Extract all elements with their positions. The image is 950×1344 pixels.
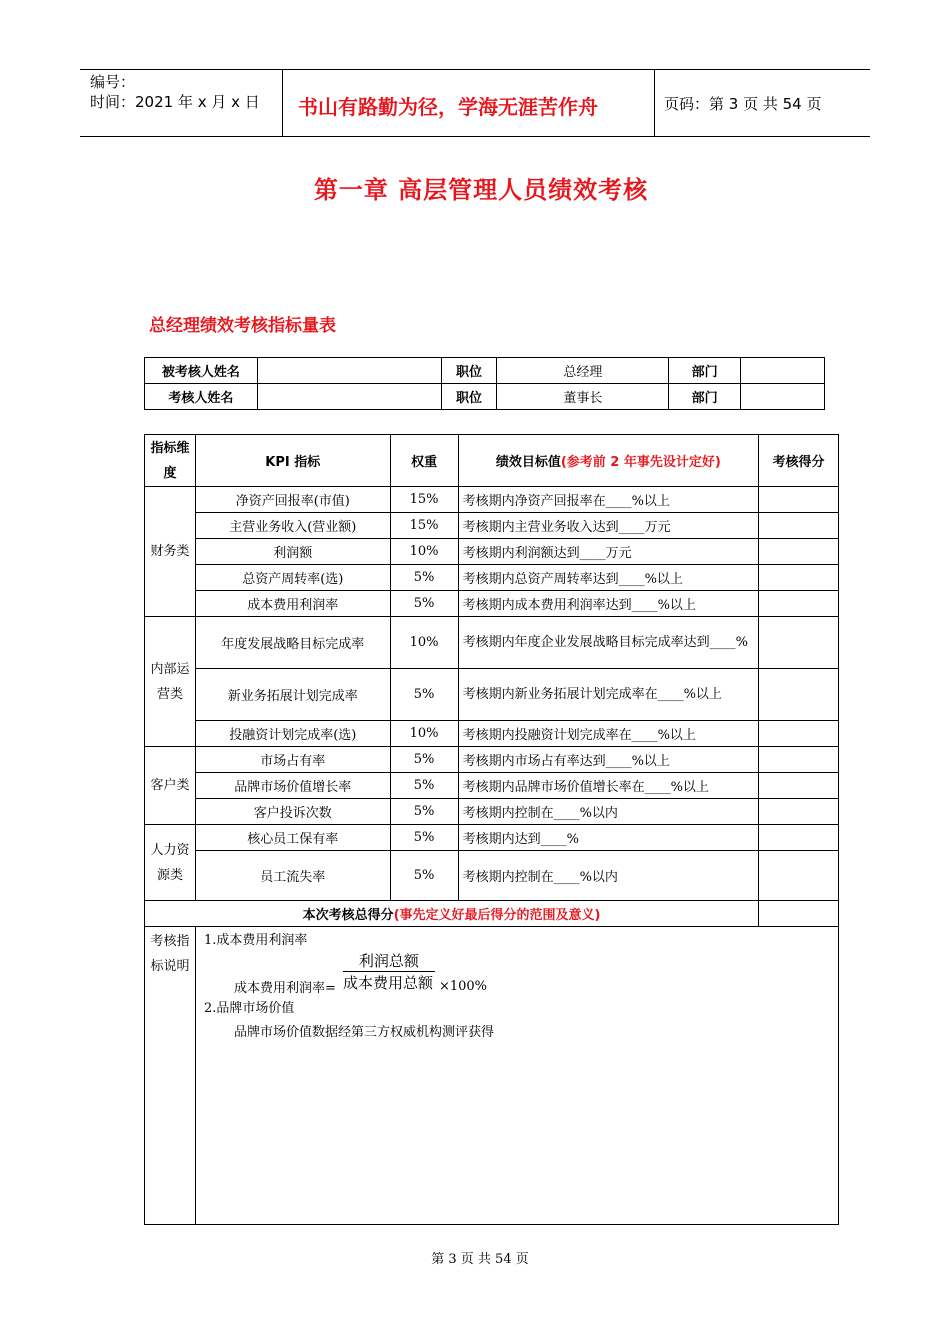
score-cell[interactable]: [759, 513, 839, 539]
position-value: 董事长: [497, 384, 669, 410]
info-row: [145, 384, 825, 410]
kpi-cell: 主营业务收入(营业额): [195, 513, 390, 539]
header-divider: [282, 69, 283, 136]
notes-row: [145, 927, 839, 1225]
kpi-cell: 成本费用利润率: [195, 591, 390, 617]
weight-cell: 5%: [390, 747, 458, 773]
note-item-2: 2.品牌市场价值: [203, 1001, 295, 1016]
total-row: [145, 901, 839, 927]
kpi-cell: 核心员工保有率: [195, 825, 390, 851]
table-row: [145, 851, 839, 901]
total-note: (事先定义好最后得分的范围及意义): [393, 908, 601, 923]
weight-cell: 5%: [390, 851, 458, 901]
total-label-cell: [145, 901, 759, 927]
note-item-2-desc: 品牌市场价值数据经第三方权威机构测评获得: [233, 1025, 494, 1040]
target-cell: 考核期内成本费用利润率达到____%以上: [458, 591, 759, 617]
dimension-cell: 客户类: [145, 747, 196, 825]
name-label: 考核人姓名: [145, 384, 258, 410]
weight-cell: 5%: [390, 799, 458, 825]
dept-label: 部门: [669, 384, 741, 410]
header-kpi: KPI 指标: [195, 435, 390, 487]
name-label: 被考核人姓名: [145, 358, 258, 384]
header-target-note: (参考前 2 年事先设计定好): [560, 455, 721, 470]
score-cell[interactable]: [759, 565, 839, 591]
weight-cell: 5%: [390, 825, 458, 851]
header-score: 考核得分: [759, 435, 839, 487]
table-row: [145, 565, 839, 591]
table-row: [145, 721, 839, 747]
weight-cell: 5%: [390, 591, 458, 617]
weight-cell: 15%: [390, 487, 458, 513]
formula: [204, 951, 830, 997]
table-row: [145, 669, 839, 721]
dept-value[interactable]: [741, 358, 825, 384]
kpi-cell: 投融资计划完成率(选): [195, 721, 390, 747]
score-cell[interactable]: [759, 539, 839, 565]
page-footer: 第 3 页 共 54 页: [431, 1252, 529, 1267]
target-cell: 考核期内主营业务收入达到____万元: [458, 513, 759, 539]
dimension-cell: 人力资源类: [145, 825, 196, 901]
formula-suffix: ×100%: [438, 979, 487, 994]
weight-cell: 10%: [390, 617, 458, 669]
score-cell[interactable]: [759, 617, 839, 669]
notes-label: 考核指标说明: [145, 927, 196, 1225]
section-title: 总经理绩效考核指标量表: [149, 316, 336, 336]
kpi-cell: 年度发展战略目标完成率: [195, 617, 390, 669]
chapter-title: 第一章 高层管理人员绩效考核: [313, 176, 649, 204]
formula-prefix: 成本费用利润率=: [233, 981, 336, 996]
table-row: [145, 487, 839, 513]
score-cell[interactable]: [759, 851, 839, 901]
target-cell: 考核期内总资产周转率达到____%以上: [458, 565, 759, 591]
table-row: [145, 513, 839, 539]
table-row: [145, 825, 839, 851]
name-value[interactable]: [257, 384, 441, 410]
position-label: 职位: [441, 358, 497, 384]
target-cell: 考核期内新业务拓展计划完成率在____%以上: [458, 669, 759, 721]
kpi-cell: 总资产周转率(选): [195, 565, 390, 591]
header-top-rule: [80, 69, 870, 70]
dept-label: 部门: [669, 358, 741, 384]
info-table: [144, 357, 825, 410]
table-row: [145, 591, 839, 617]
info-row: [145, 358, 825, 384]
table-row: [145, 539, 839, 565]
target-cell: 考核期内市场占有率达到____%以上: [458, 747, 759, 773]
page-label: 页码：第 3 页 共 54 页: [664, 95, 822, 113]
score-cell[interactable]: [759, 487, 839, 513]
notes-content: [195, 927, 838, 1225]
time-label: 时间：2021 年 x 月 x 日: [90, 93, 260, 111]
kpi-cell: 利润额: [195, 539, 390, 565]
name-value[interactable]: [257, 358, 441, 384]
weight-cell: 5%: [390, 773, 458, 799]
position-label: 职位: [441, 384, 497, 410]
score-cell[interactable]: [759, 721, 839, 747]
score-cell[interactable]: [759, 669, 839, 721]
kpi-header-row: [145, 435, 839, 487]
target-cell: 考核期内控制在____%以内: [458, 851, 759, 901]
formula-denominator: 成本费用总额: [342, 974, 433, 992]
position-value: 总经理: [497, 358, 669, 384]
dimension-cell: 财务类: [145, 487, 196, 617]
table-row: [145, 773, 839, 799]
total-label: 本次考核总得分: [302, 908, 394, 923]
header-motto: 书山有路勤为径，学海无涯苦作舟: [298, 95, 598, 119]
target-cell: 考核期内控制在____%以内: [458, 799, 759, 825]
table-row: [145, 617, 839, 669]
kpi-cell: 新业务拓展计划完成率: [195, 669, 390, 721]
target-cell: 考核期内净资产回报率在____%以上: [458, 487, 759, 513]
target-cell: 考核期内投融资计划完成率在____%以上: [458, 721, 759, 747]
kpi-cell: 客户投诉次数: [195, 799, 390, 825]
kpi-cell: 净资产回报率(市值): [195, 487, 390, 513]
target-cell: 考核期内利润额达到____万元: [458, 539, 759, 565]
score-cell[interactable]: [759, 591, 839, 617]
weight-cell: 15%: [390, 513, 458, 539]
kpi-cell: 市场占有率: [195, 747, 390, 773]
weight-cell: 5%: [390, 565, 458, 591]
weight-cell: 10%: [390, 539, 458, 565]
target-cell: 考核期内品牌市场价值增长率在____%以上: [458, 773, 759, 799]
header-target-label: 绩效目标值: [495, 455, 561, 470]
dept-value[interactable]: [741, 384, 825, 410]
kpi-cell: 品牌市场价值增长率: [195, 773, 390, 799]
total-score-cell[interactable]: [759, 901, 839, 927]
note-item-1: 1.成本费用利润率: [203, 933, 308, 948]
score-cell[interactable]: [759, 799, 839, 825]
target-cell: 考核期内年度企业发展战略目标完成率达到____%: [458, 617, 759, 669]
weight-cell: 5%: [390, 669, 458, 721]
weight-cell: 10%: [390, 721, 458, 747]
score-cell[interactable]: [759, 747, 839, 773]
header-divider: [654, 69, 655, 136]
kpi-cell: 员工流失率: [195, 851, 390, 901]
header-weight: 权重: [390, 435, 458, 487]
header-target: [458, 435, 759, 487]
table-row: [145, 747, 839, 773]
score-cell[interactable]: [759, 825, 839, 851]
header-dimension: 指标维度: [145, 435, 196, 487]
table-row: [145, 799, 839, 825]
score-cell[interactable]: [759, 773, 839, 799]
target-cell: 考核期内达到____%: [458, 825, 759, 851]
serial-label: 编号：: [90, 73, 136, 91]
kpi-table: [144, 434, 839, 1225]
formula-numerator: 利润总额: [343, 951, 435, 972]
header-bottom-rule: [80, 136, 870, 137]
dimension-cell: 内部运营类: [145, 617, 196, 747]
